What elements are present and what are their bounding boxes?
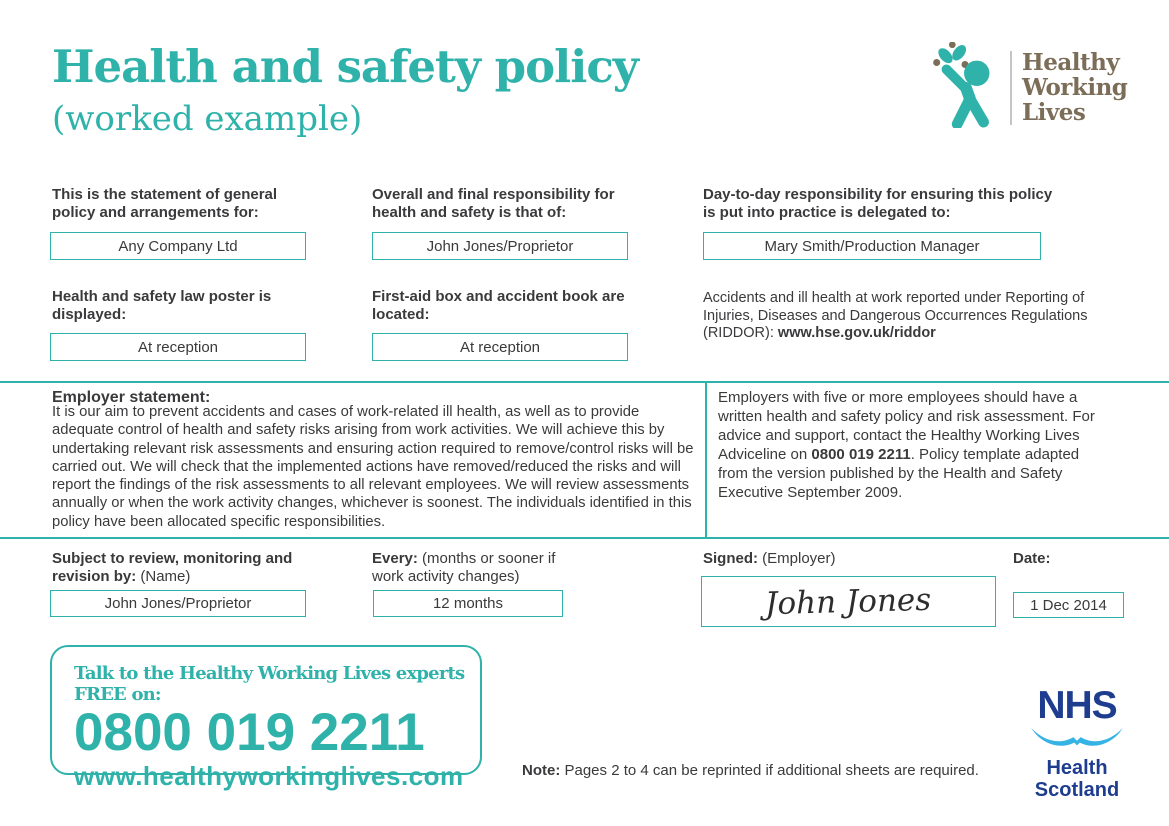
- every-label: [372, 550, 567, 586]
- advice-text: Employers with five or more employees should have a written health and safety policy and risk assessment. For advice and support, contact the Healthy Working Lives Adviceline on: [718, 389, 1095, 463]
- every-field[interactable]: 12 months: [373, 590, 563, 617]
- signed-label-bold: Signed:: [703, 550, 758, 567]
- healthy-working-lives-logo: [932, 42, 1127, 133]
- review-label-normal: (Name): [136, 568, 191, 585]
- firstaid-label: First-aid box and accident book are located:: [372, 288, 625, 323]
- every-label-bold: Every:: [372, 550, 418, 567]
- date-label: Date:: [1013, 550, 1051, 567]
- statement-label: This is the statement of general policy and arrangements for:: [52, 186, 278, 221]
- signature-field[interactable]: [701, 576, 996, 627]
- review-label: [52, 550, 302, 586]
- riddor-note: [703, 290, 1108, 343]
- logo-divider: [1010, 51, 1012, 125]
- contact-url[interactable]: www.healthyworkinglives.com: [74, 760, 464, 791]
- footer-note-bold: Note:: [522, 762, 561, 779]
- nhs-sub-line: Scotland: [1034, 779, 1120, 801]
- contact-phone: 0800 019 2211: [74, 703, 425, 762]
- daytoday-field[interactable]: Mary Smith/Production Manager: [703, 232, 1041, 260]
- review-field[interactable]: John Jones/Proprietor: [50, 590, 306, 617]
- hwl-logo-line: Lives: [1022, 99, 1086, 126]
- review-label-bold: Subject to review, monitoring and revision by:: [52, 550, 293, 585]
- nhs-wave-icon: [1022, 727, 1132, 754]
- contact-intro: Talk to the Healthy Working Lives experts FREE on:: [74, 663, 465, 705]
- footer-note: [522, 762, 979, 779]
- advice-text: . Policy template adapted from the version published by the Health and Safety Executive September 2009.: [718, 446, 1080, 501]
- overall-field[interactable]: John Jones/Proprietor: [372, 232, 628, 260]
- advice-phone: 0800 019 2211: [811, 446, 911, 463]
- firstaid-field[interactable]: At reception: [372, 333, 628, 361]
- statement-field[interactable]: Any Company Ltd: [50, 232, 306, 260]
- advice-note: [718, 388, 1106, 502]
- page-subtitle: (worked example): [52, 99, 363, 139]
- employer-statement-heading: Employer statement:: [52, 389, 211, 406]
- signed-label: [703, 550, 963, 568]
- hwl-logo-text: [1022, 50, 1127, 125]
- vertical-divider: [705, 381, 707, 539]
- riddor-text: Accidents and ill health at work reported under Reporting of Injuries, Diseases and Dangerous Occurrences Regulations (RIDDOR):: [703, 290, 1088, 341]
- hwl-figure-icon: [932, 42, 1000, 133]
- overall-label: Overall and final responsibility for health and safety is that of:: [372, 186, 615, 221]
- riddor-link[interactable]: www.hse.gov.uk/riddor: [777, 325, 936, 341]
- daytoday-label: Day-to-day responsibility for ensuring this policy is put into practice is delegated to:: [703, 186, 1053, 221]
- signed-label-normal: (Employer): [758, 550, 836, 567]
- page-title: Health and safety policy: [52, 40, 638, 93]
- signature-text: John Jones: [764, 581, 933, 622]
- hwl-logo-line: Healthy: [1022, 49, 1120, 76]
- nhs-health-scotland-logo: [1022, 686, 1132, 801]
- every-label-normal: (months or sooner if work activity changes): [372, 550, 556, 585]
- date-field[interactable]: 1 Dec 2014: [1013, 592, 1124, 618]
- nhs-sub-line: Health: [1046, 757, 1108, 779]
- hwl-logo-line: Working: [1022, 74, 1128, 101]
- poster-field[interactable]: At reception: [50, 333, 306, 361]
- contact-callout-box: [50, 645, 482, 791]
- footer-note-text: Pages 2 to 4 can be reprinted if additional sheets are required.: [560, 762, 979, 779]
- nhs-wordmark: NHS: [1037, 684, 1117, 727]
- poster-label: Health and safety law poster is displayed:: [52, 288, 272, 323]
- employer-statement-body: It is our aim to prevent accidents and cases of work-related ill health, as well as to provide adequate control of health and safety risks arising from work activities. We will achieve this by undertaking relevant risk assessments and ensuring action required to remove/control risks will be carried out. We will check that the implemented actions have removed/reduced the risks and will report the findings of the risk assessments to all relevant employees. We will review assessments annually or when the work activity changes, whichever is soonest. The individuals identified in this policy have been allocated specific responsibilities.: [52, 404, 694, 530]
